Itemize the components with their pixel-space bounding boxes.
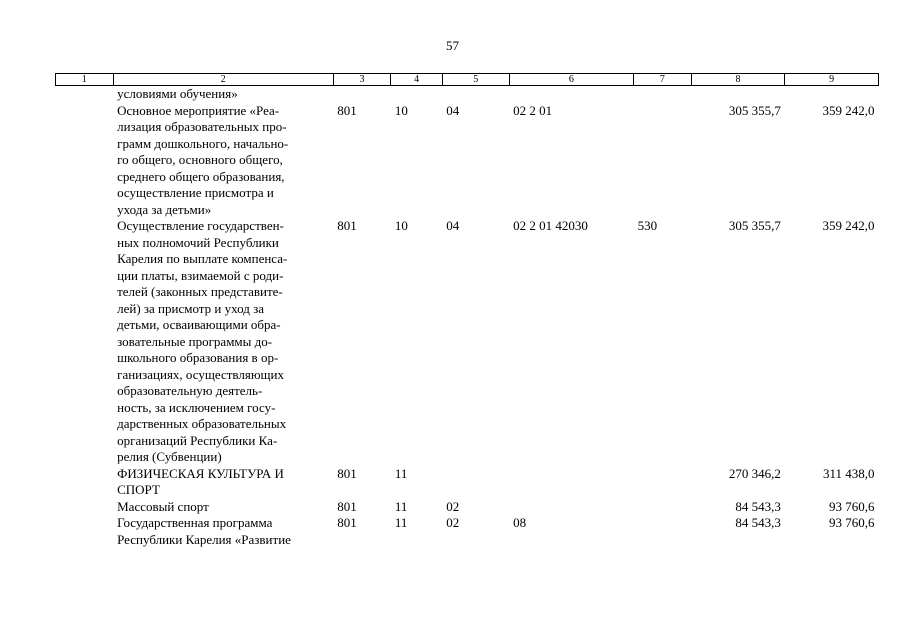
row-name-line: Республики Карелия «Развитие bbox=[117, 531, 291, 547]
subsection-cell bbox=[442, 86, 509, 103]
row-number-cell bbox=[56, 515, 114, 548]
row-name-line: Основное мероприятие «Реа- bbox=[117, 102, 280, 118]
column-header-9: 9 bbox=[785, 74, 879, 86]
admin-code-cell: 801 bbox=[337, 102, 357, 118]
amount-year-2-cell: 359 242,0 bbox=[822, 102, 875, 118]
row-name-line: Массовый спорт bbox=[117, 498, 209, 514]
target-article-cell bbox=[509, 466, 633, 499]
column-header-3: 3 bbox=[333, 74, 391, 86]
table-header bbox=[56, 74, 879, 86]
column-header-2: 2 bbox=[113, 74, 333, 86]
admin-code-cell: 801 bbox=[337, 218, 357, 233]
row-name-line: го общего, основного общего, bbox=[117, 152, 283, 167]
row-name-line: организаций Республики Ка- bbox=[117, 432, 278, 448]
table-row bbox=[56, 218, 879, 466]
budget-table bbox=[55, 73, 879, 548]
row-name-cell bbox=[113, 466, 333, 499]
expense-type-cell bbox=[634, 86, 692, 103]
page-number: 57 bbox=[446, 38, 459, 53]
expense-type-cell bbox=[634, 499, 692, 516]
section-cell: 10 bbox=[394, 218, 408, 233]
amount-year-2-cell: 359 242,0 bbox=[822, 218, 875, 233]
admin-code-cell bbox=[333, 86, 391, 103]
row-name-line: грамм дошкольного, начально- bbox=[117, 135, 289, 151]
row-name-line: зовательные программы до- bbox=[117, 333, 273, 349]
row-name-line: Карелия по выплате компенса- bbox=[117, 251, 288, 266]
subsection-cell: 02 bbox=[446, 515, 460, 530]
row-name-line: СПОРТ bbox=[117, 482, 160, 497]
amount-year-1-cell: 305 355,7 bbox=[728, 218, 781, 233]
section-cell bbox=[391, 86, 442, 103]
subsection-cell bbox=[442, 466, 509, 499]
amount-year-1-cell: 84 543,3 bbox=[735, 515, 781, 530]
table-row bbox=[56, 515, 879, 548]
subsection-cell: 04 bbox=[446, 102, 460, 118]
amount-year-1-cell: 305 355,7 bbox=[728, 102, 781, 118]
row-name-line: образовательную деятель- bbox=[117, 383, 263, 398]
admin-code-cell: 801 bbox=[337, 515, 357, 530]
section-cell: 11 bbox=[394, 515, 408, 530]
table-row bbox=[56, 86, 879, 103]
column-header-5: 5 bbox=[442, 74, 509, 86]
target-article-cell bbox=[509, 86, 633, 103]
admin-code-cell: 801 bbox=[337, 465, 357, 481]
amount-year-2-cell: 93 760,6 bbox=[829, 498, 875, 514]
section-cell: 10 bbox=[394, 102, 408, 118]
row-number-cell bbox=[56, 86, 114, 103]
row-name-line: детьми, осваивающими обра- bbox=[117, 317, 281, 332]
subsection-cell: 04 bbox=[446, 218, 460, 233]
row-name-line: ФИЗИЧЕСКАЯ КУЛЬТУРА И bbox=[117, 465, 284, 481]
row-name-cell bbox=[113, 218, 333, 466]
row-number-cell bbox=[56, 466, 114, 499]
row-name-line: ции платы, взимаемой с роди- bbox=[117, 267, 284, 283]
row-number-cell bbox=[56, 218, 114, 466]
row-name-cell bbox=[113, 515, 333, 548]
amount-year-1-cell bbox=[691, 86, 785, 103]
row-name-line: телей (законных представите- bbox=[117, 284, 283, 299]
amount-year-2-cell bbox=[785, 86, 879, 103]
column-header-8: 8 bbox=[691, 74, 785, 86]
row-name-line: лей) за присмотр и уход за bbox=[117, 300, 264, 316]
row-name-line: школьного образования в ор- bbox=[117, 350, 279, 365]
expense-type-cell bbox=[634, 515, 692, 548]
expense-type-cell bbox=[634, 103, 692, 219]
row-name-line: Государственная программа bbox=[117, 515, 273, 530]
row-number-cell bbox=[56, 103, 114, 219]
admin-code-cell: 801 bbox=[337, 498, 357, 514]
row-number-cell bbox=[56, 499, 114, 516]
row-name-line: ганизациях, осуществляющих bbox=[117, 366, 285, 382]
row-name-line: ных полномочий Республики bbox=[117, 234, 279, 250]
target-article-cell: 08 bbox=[513, 515, 527, 530]
row-name-line: ность, за исключением госу- bbox=[117, 399, 276, 415]
target-article-cell: 02 2 01 42030 bbox=[513, 218, 588, 233]
row-name-line: ухода за детьми» bbox=[117, 201, 212, 217]
column-header-1: 1 bbox=[56, 74, 114, 86]
table-row bbox=[56, 466, 879, 499]
row-name-cell bbox=[113, 103, 333, 219]
target-article-cell: 02 2 01 bbox=[513, 102, 553, 118]
row-name-line: лизация образовательных про- bbox=[117, 119, 287, 134]
column-header-7: 7 bbox=[634, 74, 692, 86]
table-row bbox=[56, 499, 879, 516]
header-row bbox=[56, 74, 879, 86]
row-name-line: осуществление присмотра и bbox=[117, 185, 274, 200]
amount-year-1-cell: 84 543,3 bbox=[735, 498, 781, 514]
expense-type-cell: 530 bbox=[637, 218, 658, 233]
row-name-cell bbox=[113, 86, 333, 103]
column-header-6: 6 bbox=[509, 74, 633, 86]
row-name-line: дарственных образовательных bbox=[117, 416, 287, 431]
amount-year-1-cell: 270 346,2 bbox=[728, 465, 781, 481]
row-name-line: среднего общего образования, bbox=[117, 168, 285, 184]
table-body bbox=[56, 86, 879, 549]
row-name-line: условиями обучения» bbox=[117, 86, 238, 101]
row-name-line: релия (Субвенции) bbox=[117, 449, 222, 464]
row-name-cell bbox=[113, 499, 333, 516]
amount-year-2-cell: 311 438,0 bbox=[822, 465, 875, 481]
amount-year-2-cell: 93 760,6 bbox=[829, 515, 875, 530]
expense-type-cell bbox=[634, 466, 692, 499]
table-row bbox=[56, 103, 879, 219]
column-header-4: 4 bbox=[391, 74, 442, 86]
section-cell: 11 bbox=[394, 498, 408, 514]
target-article-cell bbox=[509, 499, 633, 516]
section-cell: 11 bbox=[394, 465, 408, 481]
row-name-line: Осуществление государствен- bbox=[117, 218, 284, 233]
subsection-cell: 02 bbox=[446, 498, 460, 514]
